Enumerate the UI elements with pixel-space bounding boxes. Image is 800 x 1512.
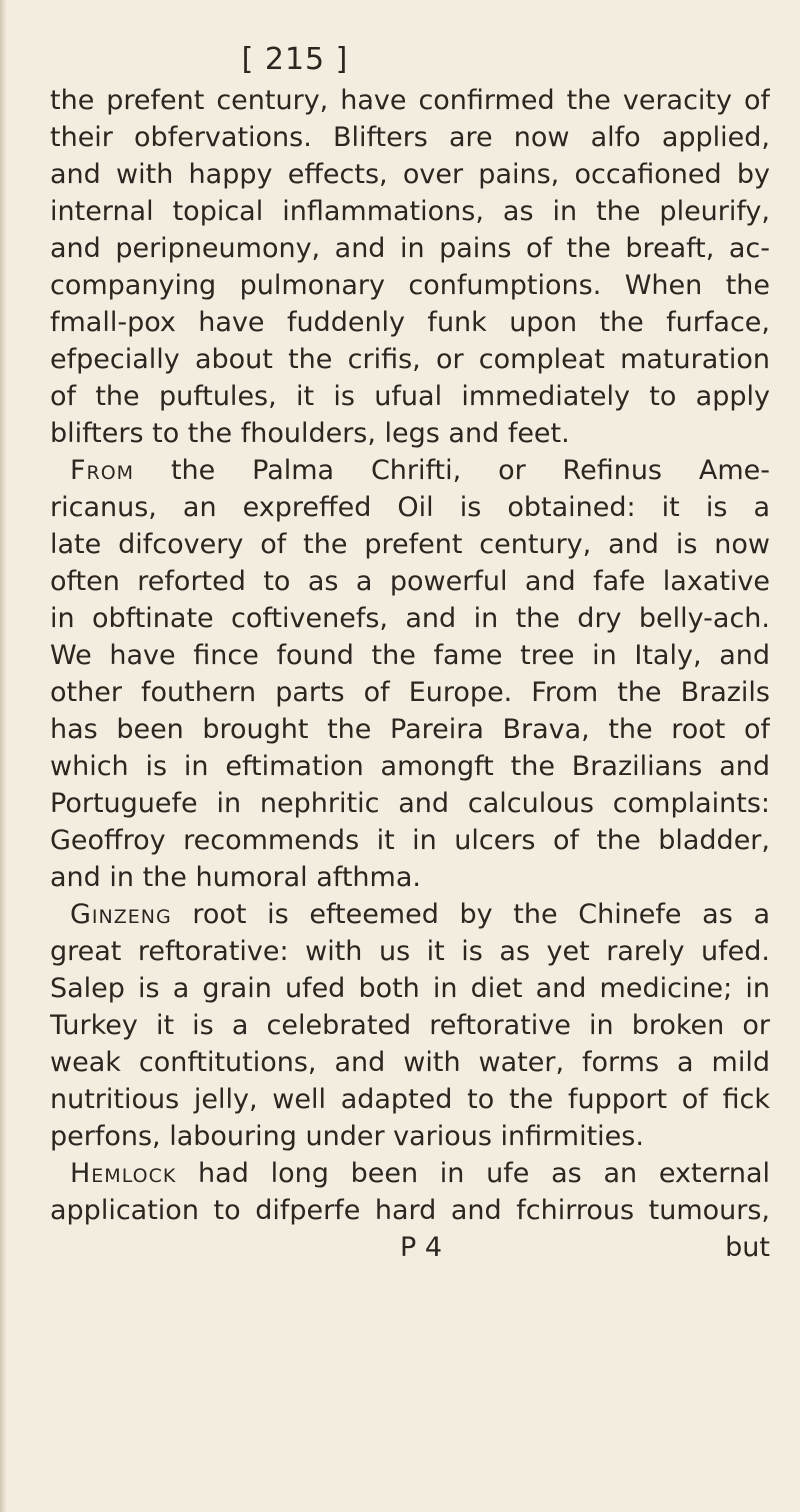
line-text: in obftinate coftivenefs, and in the dry belly-ach. — [50, 603, 770, 634]
text-line — [50, 563, 770, 600]
text-line — [50, 1155, 770, 1192]
text-line — [50, 156, 770, 193]
line-text: blifters to the fhoulders, legs and feet. — [50, 418, 570, 449]
book-page — [50, 38, 770, 1266]
line-text: weak conftitutions, and with water, forms a mild — [50, 1047, 770, 1078]
text-line — [50, 82, 770, 119]
text-line — [50, 674, 770, 711]
text-line — [50, 267, 770, 304]
text-line — [50, 785, 770, 822]
line-text: efpecially about the crifis, or compleat maturation — [50, 344, 770, 375]
text-line — [50, 970, 770, 1007]
text-line — [50, 230, 770, 267]
text-line — [50, 896, 770, 933]
text-line — [50, 1044, 770, 1081]
paragraph-lead-word: Hemlock — [70, 1158, 177, 1189]
page-footer — [50, 1229, 770, 1266]
text-line — [50, 193, 770, 230]
signature-mark: P 4 — [400, 1232, 443, 1263]
catchword: but — [725, 1232, 770, 1263]
page-edge-shadow — [0, 0, 6, 1512]
line-text: internal topical inflammations, as in the pleurify, — [50, 196, 770, 227]
text-line — [50, 119, 770, 156]
line-text: and in the humoral afthma. — [50, 862, 421, 893]
line-text: ricanus, an expreffed Oil is obtained: it is a — [50, 492, 770, 523]
line-text: and with happy effects, over pains, occafioned by — [50, 159, 770, 190]
line-text: We have fince found the fame tree in Italy, and — [50, 640, 770, 671]
line-text: fmall-pox have fuddenly funk upon the furface, — [50, 307, 770, 338]
text-line — [50, 304, 770, 341]
text-line — [50, 452, 770, 489]
line-text: application to difperfe hard and fchirrous tumours, — [50, 1195, 770, 1226]
text-line — [50, 822, 770, 859]
text-line — [50, 1081, 770, 1118]
line-text: root is efteemed by the Chinefe as a — [171, 899, 770, 930]
line-text: which is in eftimation amongft the Brazilians and — [50, 751, 770, 782]
line-text: Geoffroy recommends it in ulcers of the bladder, — [50, 825, 770, 856]
line-text: of the puftules, it is ufual immediately to apply — [50, 381, 770, 412]
text-line — [50, 933, 770, 970]
line-text: nutritious jelly, well adapted to the fupport of fick — [50, 1084, 770, 1115]
text-line — [50, 637, 770, 674]
line-text: Turkey it is a celebrated reftorative in broken or — [50, 1010, 770, 1041]
body-text — [50, 82, 770, 1229]
line-text: Portuguefe in nephritic and calculous complaints: — [50, 788, 770, 819]
page-number: [ 215 ] — [241, 42, 349, 77]
text-line — [50, 341, 770, 378]
text-line — [50, 526, 770, 563]
text-line — [50, 1118, 770, 1155]
line-text: often reforted to as a powerful and fafe laxative — [50, 566, 770, 597]
line-text: perfons, labouring under various infirmities. — [50, 1121, 644, 1152]
text-line — [50, 415, 770, 452]
text-line — [50, 1192, 770, 1229]
line-text: the prefent century, have confirmed the veracity of — [50, 85, 770, 116]
line-text: Salep is a grain ufed both in diet and medicine; in — [50, 973, 770, 1004]
line-text: the Palma Chrifti, or Refinus Ame- — [134, 455, 770, 486]
line-text: and peripneumony, and in pains of the breaft, ac- — [50, 233, 770, 264]
line-text: other fouthern parts of Europe. From the Brazils — [50, 677, 770, 708]
text-line — [50, 378, 770, 415]
paragraph-lead-word: From — [70, 455, 135, 486]
paragraph-lead-word: Ginzeng — [70, 899, 172, 930]
text-line — [50, 600, 770, 637]
text-line — [50, 489, 770, 526]
line-text: their obfervations. Blifters are now alfo applied, — [50, 122, 770, 153]
text-line — [50, 859, 770, 896]
line-text: great reftorative: with us it is as yet rarely ufed. — [50, 936, 770, 967]
text-line — [50, 1007, 770, 1044]
line-text: late difcovery of the prefent century, and is now — [50, 529, 770, 560]
line-text: has been brought the Pareira Brava, the root of — [50, 714, 770, 745]
text-line — [50, 748, 770, 785]
line-text: had long been in ufe as an external — [176, 1158, 770, 1189]
text-line — [50, 711, 770, 748]
line-text: companying pulmonary confumptions. When the — [50, 270, 770, 301]
